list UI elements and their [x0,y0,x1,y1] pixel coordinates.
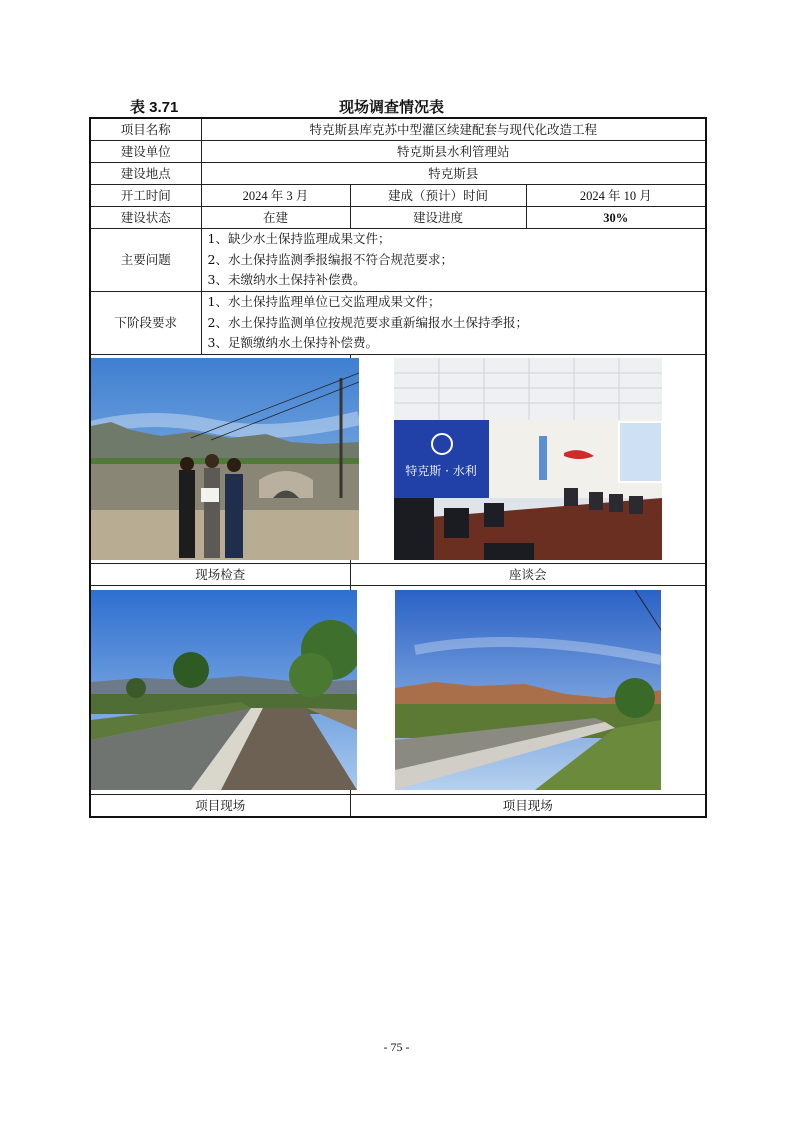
project-name-value: 特克斯县库克苏中型灌区续建配套与现代化改造工程 [201,118,706,141]
issues-list [201,229,706,292]
table-row [90,163,706,185]
survey-table [89,117,707,818]
builder-label: 建设单位 [90,141,201,163]
list-item: 1、水土保持监理单位已交监理成果文件； [207,294,441,310]
table-caption [0,96,793,116]
list-item: 1、缺少水土保持监理成果文件； [207,231,391,247]
status-value: 在建 [201,207,350,229]
project-name-label: 项目名称 [90,118,201,141]
start-label: 开工时间 [90,185,201,207]
finish-label: 建成（预计）时间 [350,185,526,207]
photo-cell-1 [90,355,350,564]
list-item: 2、水土保持监测单位按规范要求重新编报水土保持季报； [207,314,528,330]
site-inspection-photo [91,358,359,560]
page-number: - 75 - [383,1040,410,1054]
table-number: 表 3.71 [130,99,179,116]
table-row [90,229,706,292]
table-row [90,207,706,229]
photo-caption-2: 座谈会 [350,564,706,586]
status-label: 建设状态 [90,207,201,229]
project-site-photo-1 [91,590,357,790]
table-row [90,292,706,355]
photo-cell-3 [90,586,350,795]
progress-label: 建设进度 [350,207,526,229]
table-row [90,118,706,141]
photo-cell-2 [350,355,706,564]
table-row [90,355,706,564]
list-item: 3、未缴纳水土保持补偿费。 [207,272,366,288]
list-item: 2、水土保持监测季报编报不符合规范要求； [207,251,453,267]
table-row [90,185,706,207]
photo-cell-4 [350,586,706,795]
project-site-photo-2 [395,590,661,790]
photo-caption-1: 现场检查 [90,564,350,586]
photo-caption-4: 项目现场 [350,795,706,818]
photo-caption-3: 项目现场 [90,795,350,818]
table-row [90,795,706,818]
list-item: 3、足额缴纳水土保持补偿费。 [207,335,378,351]
progress-value: 30% [526,207,706,229]
finish-value: 2024 年 10 月 [526,185,706,207]
table-title: 现场调查情况表 [339,98,445,116]
issues-label: 主要问题 [90,229,201,292]
table-row [90,564,706,586]
builder-value: 特克斯县水利管理站 [201,141,706,163]
start-value: 2024 年 3 月 [201,185,350,207]
wall-sign-text: 特克斯 · 水利 [405,464,477,478]
table-row [90,141,706,163]
location-value: 特克斯县 [201,163,706,185]
next-steps-list [201,292,706,355]
location-label: 建设地点 [90,163,201,185]
next-steps-label: 下阶段要求 [90,292,201,355]
meeting-photo [394,358,662,560]
table-row [90,586,706,795]
